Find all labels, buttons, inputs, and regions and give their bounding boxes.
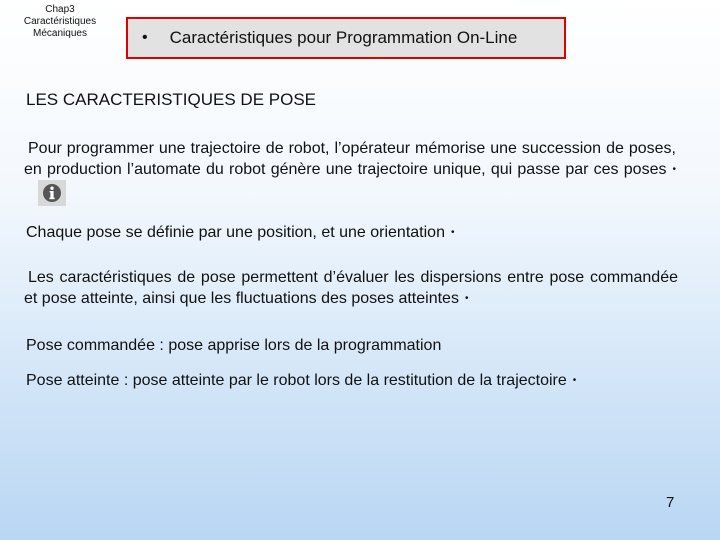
slide-title-box [126,17,566,59]
paragraph-text: de poses, en production l’automate du robot génère une trajectoire unique, qui passe par ces poses [24,140,676,178]
paragraph-text: commandée et pose atteinte, ainsi que les fluctuations des poses atteintes [24,269,678,307]
page-number: 7 [666,494,675,511]
chapter-line: Caractéristiques [23,16,97,27]
definition-term: Pose commandée [26,337,155,354]
definition-pose-atteinte [26,370,686,391]
section-heading: LES CARACTERISTIQUES DE POSE [26,90,317,109]
definition-pose-commandee [26,335,666,356]
paragraph-poses-intro [24,138,676,206]
chapter-line: Mécaniques [33,28,87,39]
definition-text: pose atteinte par le robot lors de la restitution de la trajectoire [132,372,567,389]
bullet-dot: • [672,164,676,175]
slide-title: Caractéristiques pour Programmation On-Line [169,28,518,47]
paragraph-pose-definition [26,222,666,243]
definition-text: pose apprise lors de la programmation [168,337,442,354]
chapter-label [14,4,106,40]
definition-term: Pose atteinte [26,372,120,389]
paragraph-text: Chaque pose se définie par une position, et une orientation [26,224,445,241]
bullet-dot: • [572,375,577,386]
paragraph-text: Pour programmer une trajectoire de robot, l’opérateur mémorise une succession [28,140,602,157]
definition-separator: : [119,372,133,389]
bullet-dot: • [450,227,455,238]
paragraph-pose-characteristics [24,267,678,309]
title-bullet: • [142,29,148,46]
info-button[interactable] [38,180,66,206]
chapter-line: Chap3 [45,4,75,15]
definition-separator: : [154,337,169,354]
bullet-dot: • [464,293,469,304]
info-icon [42,183,62,203]
paragraph-text: Les caractéristiques de pose permettent d’évaluer les dispersions entre pose [28,269,585,286]
